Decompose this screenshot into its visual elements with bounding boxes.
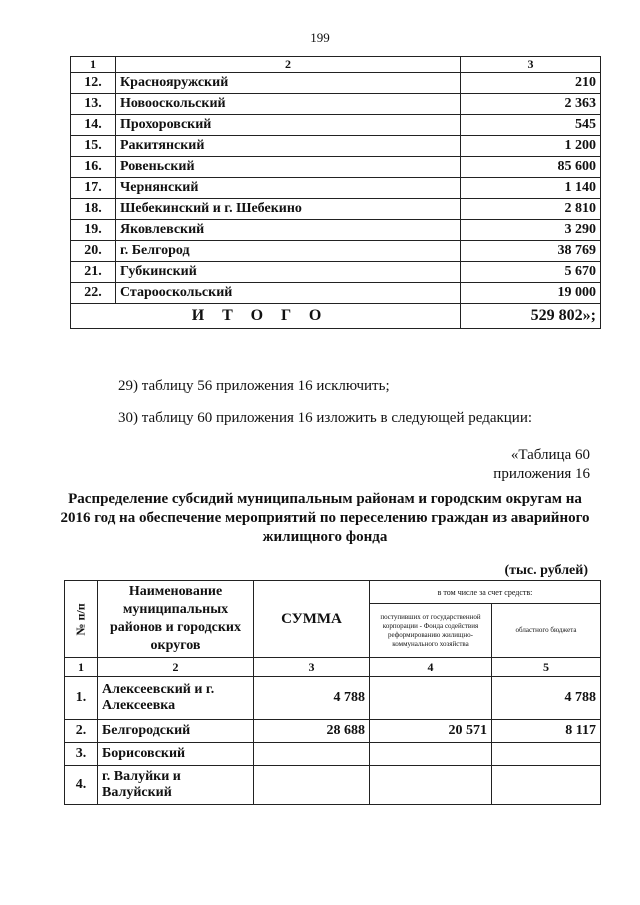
- amount-value: 19 000: [461, 283, 601, 304]
- page-number: 199: [310, 30, 330, 45]
- row-number: 3.: [65, 743, 98, 766]
- regional-value: [492, 743, 601, 766]
- column-numbers-row: [65, 658, 601, 677]
- sum-value: [254, 743, 370, 766]
- sum-value: [254, 766, 370, 805]
- amount-value: 2 810: [461, 199, 601, 220]
- district-name: Алексеевский и г. Алексеевка: [98, 677, 254, 720]
- amount-value: 545: [461, 115, 601, 136]
- column-number-header: 3: [461, 57, 601, 73]
- amount-value: 1 200: [461, 136, 601, 157]
- district-name: Яковлевский: [116, 220, 461, 241]
- amount-value: 38 769: [461, 241, 601, 262]
- row-number: 15.: [71, 136, 116, 157]
- total-row: [71, 304, 601, 329]
- sum-value: 28 688: [254, 720, 370, 743]
- fund-value: [370, 766, 492, 805]
- subsidy-table-continuation: [70, 56, 601, 329]
- amount-value: 3 290: [461, 220, 601, 241]
- table-row: [71, 199, 601, 220]
- paragraph-30: 30) таблицу 60 приложения 16 изложить в следующей редакции:: [118, 410, 533, 426]
- district-name: Шебекинский и г. Шебекино: [116, 199, 461, 220]
- district-name: Губкинский: [116, 262, 461, 283]
- column-number: 1: [65, 658, 98, 677]
- table-row: [71, 262, 601, 283]
- total-value: 529 802»;: [461, 304, 601, 329]
- column-number: 4: [370, 658, 492, 677]
- table-row: [65, 766, 601, 805]
- appendix-caption: приложения 16: [493, 466, 590, 482]
- district-name: Ракитянский: [116, 136, 461, 157]
- row-number: 4.: [65, 766, 98, 805]
- table-row: [65, 677, 601, 720]
- header-row-number: № п/п: [65, 581, 98, 658]
- district-name: г. Белгород: [116, 241, 461, 262]
- table-row: [65, 743, 601, 766]
- district-name: г. Валуйки и Валуйский: [98, 766, 254, 805]
- paragraph-29: 29) таблицу 56 приложения 16 исключить;: [118, 378, 390, 394]
- subsidy-distribution-table: [64, 580, 601, 805]
- document-title: Распределение субсидий муниципальным районам и городским округам на 2016 год на обеспечение мероприятий по переселению граждан из аварийного жилищного фонда: [60, 491, 590, 545]
- header-regional-budget: областного бюджета: [492, 604, 601, 658]
- column-number: 5: [492, 658, 601, 677]
- district-name: Ровеньский: [116, 157, 461, 178]
- table-row: [71, 220, 601, 241]
- table-header-row: [71, 57, 601, 73]
- units-label: (тыс. рублей): [504, 563, 588, 578]
- amount-value: 2 363: [461, 94, 601, 115]
- column-number-header: 1: [71, 57, 116, 73]
- table-row: [71, 94, 601, 115]
- district-name: Старооскольский: [116, 283, 461, 304]
- district-name: Борисовский: [98, 743, 254, 766]
- amount-value: 5 670: [461, 262, 601, 283]
- row-number: 16.: [71, 157, 116, 178]
- district-name: Новооскольский: [116, 94, 461, 115]
- fund-value: 20 571: [370, 720, 492, 743]
- header-district-name: Наименование муниципальных районов и городских округов: [98, 581, 254, 658]
- column-number: 2: [98, 658, 254, 677]
- total-label: ИТОГО: [71, 304, 461, 329]
- header-sum: СУММА: [254, 581, 370, 658]
- fund-value: [370, 743, 492, 766]
- amount-value: 1 140: [461, 178, 601, 199]
- row-number: 18.: [71, 199, 116, 220]
- district-name: Прохоровский: [116, 115, 461, 136]
- table-row: [71, 178, 601, 199]
- fund-value: [370, 677, 492, 720]
- district-name: Белгородский: [98, 720, 254, 743]
- row-number: 22.: [71, 283, 116, 304]
- table-row: [71, 157, 601, 178]
- table-row: [71, 283, 601, 304]
- row-number: 1.: [65, 677, 98, 720]
- table-row: [65, 720, 601, 743]
- regional-value: 8 117: [492, 720, 601, 743]
- header-funding-sources: в том числе за счет средств:: [370, 581, 601, 604]
- table-row: [71, 136, 601, 157]
- table-caption: «Таблица 60: [510, 447, 590, 463]
- column-number-header: 2: [116, 57, 461, 73]
- district-name: Чернянский: [116, 178, 461, 199]
- row-number: 14.: [71, 115, 116, 136]
- row-number: 13.: [71, 94, 116, 115]
- table-row: [71, 241, 601, 262]
- regional-value: 4 788: [492, 677, 601, 720]
- column-number: 3: [254, 658, 370, 677]
- table-row: [71, 73, 601, 94]
- sum-value: 4 788: [254, 677, 370, 720]
- amount-value: 85 600: [461, 157, 601, 178]
- regional-value: [492, 766, 601, 805]
- amount-value: 210: [461, 73, 601, 94]
- row-number: 20.: [71, 241, 116, 262]
- row-number: 2.: [65, 720, 98, 743]
- row-number: 12.: [71, 73, 116, 94]
- district-name: Краснояружский: [116, 73, 461, 94]
- table-row: [71, 115, 601, 136]
- row-number: 21.: [71, 262, 116, 283]
- row-number: 19.: [71, 220, 116, 241]
- row-number: 17.: [71, 178, 116, 199]
- header-fund-corporation: поступивших от государственной корпорации - Фонда содействия реформированию жилищно-коммунального хозяйства: [370, 604, 492, 658]
